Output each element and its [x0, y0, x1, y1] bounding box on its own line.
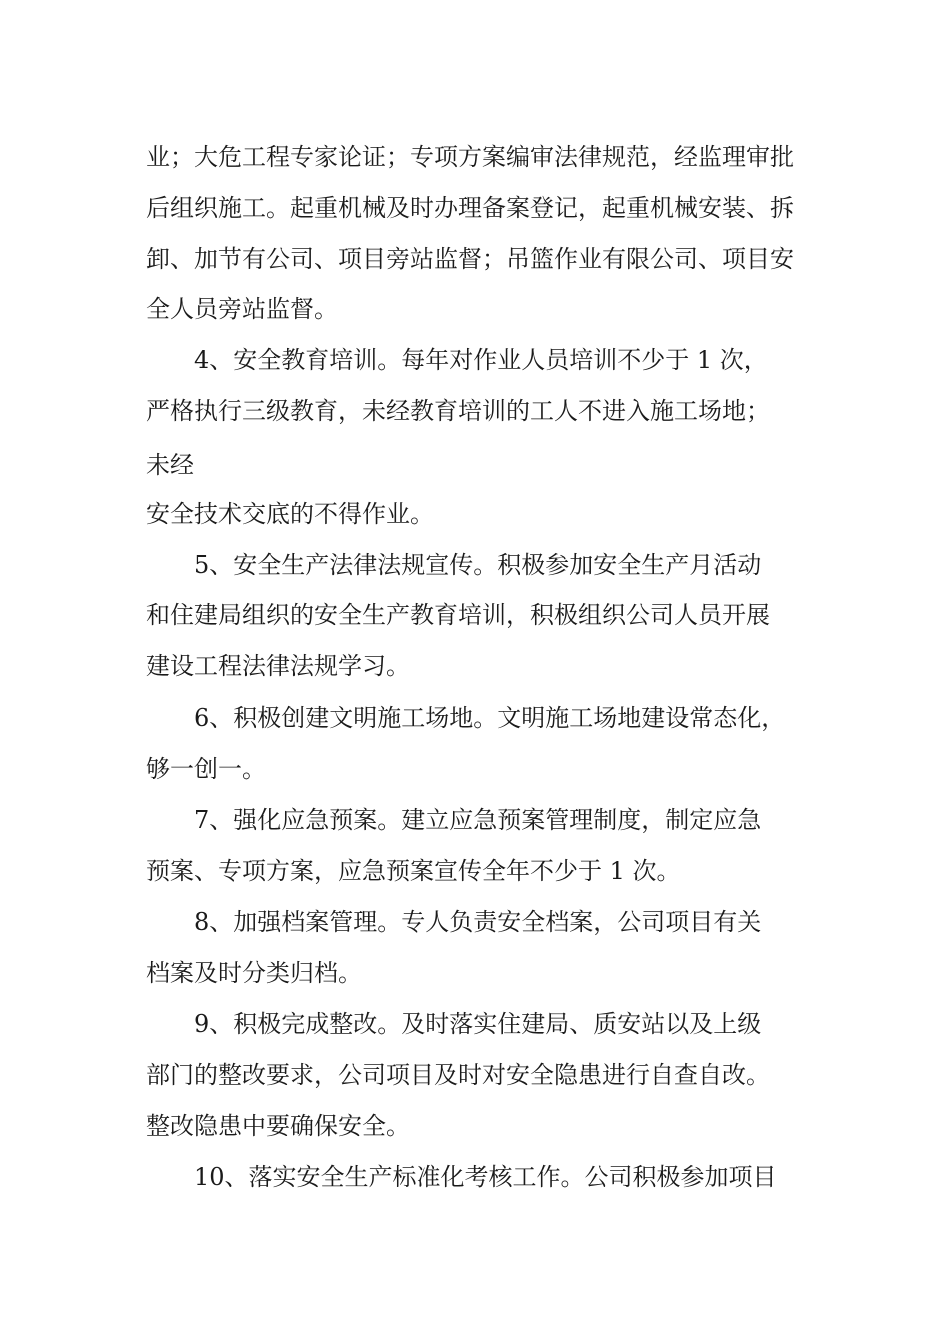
text-line: 严格执行三级教育，未经教育培训的工人不进入施工场地；	[146, 397, 770, 425]
text-line: 业；大危工程专家论证；专项方案编审法律规范，经监理审批	[146, 143, 794, 171]
text-line: 5、安全生产法律法规宣传。积极参加安全生产月活动	[194, 551, 762, 579]
text-line: 全人员旁站监督。	[146, 295, 338, 323]
text-line: 4、安全教育培训。每年对作业人员培训不少于 1 次，	[194, 346, 768, 374]
text-line: 后组织施工。起重机械及时办理备案登记，起重机械安装、拆	[146, 194, 794, 222]
text-line: 未经	[146, 451, 194, 479]
text-line: 够一创一。	[146, 755, 266, 783]
text-line: 部门的整改要求，公司项目及时对安全隐患进行自查自改。	[146, 1061, 770, 1089]
text-line: 档案及时分类归档。	[146, 959, 362, 987]
text-line: 8、加强档案管理。专人负责安全档案，公司项目有关	[194, 908, 762, 936]
text-line: 预案、专项方案，应急预案宣传全年不少于 1 次。	[146, 857, 681, 885]
text-line: 6、积极创建文明施工场地。文明施工场地建设常态化，	[194, 704, 786, 732]
text-line: 卸、加节有公司、项目旁站监督；吊篮作业有限公司、项目安	[146, 245, 794, 273]
text-line: 整改隐患中要确保安全。	[146, 1112, 410, 1140]
text-line: 9、积极完成整改。及时落实住建局、质安站以及上级	[194, 1010, 762, 1038]
text-line: 10、落实安全生产标准化考核工作。公司积极参加项目	[194, 1163, 777, 1191]
text-line: 7、强化应急预案。建立应急预案管理制度，制定应急	[194, 806, 762, 834]
text-line: 建设工程法律法规学习。	[146, 652, 410, 680]
text-line: 安全技术交底的不得作业。	[146, 500, 434, 528]
text-line: 和住建局组织的安全生产教育培训，积极组织公司人员开展	[146, 601, 770, 629]
